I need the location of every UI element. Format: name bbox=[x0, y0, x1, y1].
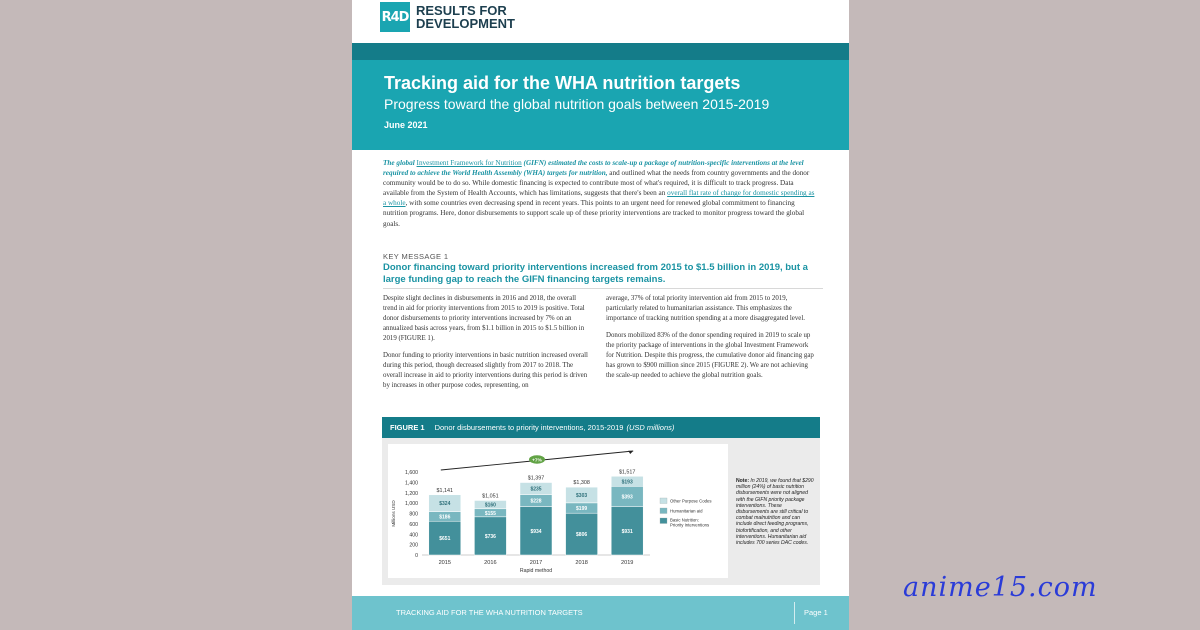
figure-area bbox=[382, 438, 820, 585]
stacked-bar-chart bbox=[388, 444, 728, 578]
y-tick-label: 1,400 bbox=[405, 480, 418, 487]
intro-paragraph bbox=[383, 158, 819, 229]
legend-swatch bbox=[660, 498, 667, 504]
legend-swatch bbox=[660, 518, 667, 524]
y-tick-label: 800 bbox=[409, 511, 418, 518]
legend-label: Other Purpose Codes bbox=[670, 498, 712, 504]
body-column-right bbox=[606, 294, 814, 388]
y-tick-label: 200 bbox=[409, 542, 418, 549]
bar-total-label: $1,051 bbox=[482, 493, 499, 500]
document-page bbox=[352, 0, 849, 630]
trend-arrowhead bbox=[628, 451, 633, 454]
legend-label: Humanitarian aid bbox=[670, 508, 703, 514]
key-message-title: Donor financing toward priority interventions increased from 2015 to $1.5 billion in 2019, but a large funding gap to reach the GIFN financing targets remains. bbox=[383, 262, 808, 285]
brand-line-2: DEVELOPMENT bbox=[416, 16, 515, 31]
x-tick-label: 2015 bbox=[438, 560, 452, 566]
figure-note bbox=[736, 478, 816, 546]
y-tick-label: 1,000 bbox=[405, 501, 418, 508]
gifn-link[interactable]: Investment Framework for Nutrition bbox=[416, 159, 522, 167]
y-tick-label: 600 bbox=[409, 521, 418, 528]
bar-value-label: $186 bbox=[439, 514, 451, 521]
bar-value-label: $193 bbox=[621, 479, 633, 486]
bar-value-label: $324 bbox=[439, 501, 451, 508]
trend-badge-label: +7% bbox=[532, 458, 542, 464]
title-banner bbox=[352, 60, 849, 150]
y-tick-label: 1,200 bbox=[405, 490, 418, 497]
body-paragraph: Donor funding to priority interventions in basic nutrition increased overall during this period, though decreased slightly from 2017 to 2018. The overall increase in aid to priority interventions during this period is driven by increases in other purpose codes, representing, on bbox=[383, 352, 588, 389]
note-label: Note: bbox=[736, 478, 750, 484]
domestic-spending-link[interactable]: overall flat rate of change for domestic spending as a whole bbox=[383, 189, 815, 208]
bar-value-label: $651 bbox=[439, 536, 451, 543]
x-tick-label: 2019 bbox=[620, 560, 634, 566]
bar-total-label: $1,141 bbox=[436, 487, 454, 494]
bar-total-label: $1,308 bbox=[573, 480, 590, 487]
legend-label: Priority Interventions bbox=[670, 522, 710, 528]
bar-value-label: $393 bbox=[621, 494, 633, 501]
y-tick-label: 400 bbox=[409, 532, 418, 539]
page-title: Tracking aid for the WHA nutrition targets bbox=[384, 73, 741, 93]
y-tick-label: 1,600 bbox=[405, 470, 418, 476]
bar-value-label: $228 bbox=[530, 498, 542, 505]
site-watermark: anime15.com bbox=[903, 572, 1098, 603]
footer-title: TRACKING AID FOR THE WHA NUTRITION TARGETS bbox=[396, 608, 583, 617]
body-paragraph: Despite slight declines in disbursements in 2016 and 2018, the overall trend in aid for priority interventions from 2015 to 2019 is positive. Total donor disbursements to priority interventions increased by 7% on an annualized basis across years, from $1.1 billion in 2015 to $1.5 billion in 2019 (FIGURE 1). bbox=[383, 295, 585, 342]
page-footer bbox=[352, 596, 849, 630]
key-message-label: KEY MESSAGE 1 bbox=[383, 252, 449, 261]
page-subtitle: Progress toward the global nutrition goals between 2015-2019 bbox=[384, 96, 770, 112]
bar-value-label: $235 bbox=[530, 486, 542, 493]
bar-value-label: $934 bbox=[530, 528, 542, 535]
brand-name bbox=[416, 4, 515, 30]
figure-number: FIGURE 1 bbox=[390, 423, 425, 432]
divider bbox=[383, 288, 823, 289]
figure-header bbox=[382, 417, 820, 438]
bar-value-label: $931 bbox=[621, 528, 633, 535]
x-axis-label: Rapid method bbox=[519, 568, 553, 574]
y-tick-label: 0 bbox=[415, 553, 418, 559]
header-stripe bbox=[352, 43, 849, 60]
legend-label: Basic Nutrition: bbox=[670, 517, 699, 523]
page-number: Page 1 bbox=[804, 608, 828, 617]
figure-caption: Donor disbursements to priority interventions, 2015-2019 bbox=[434, 423, 624, 432]
bar-value-label: $160 bbox=[484, 502, 496, 509]
brand-header[interactable] bbox=[380, 2, 515, 32]
body-column-left bbox=[383, 294, 591, 398]
intro-lead-prefix: The global bbox=[383, 159, 417, 167]
publication-date: June 2021 bbox=[384, 120, 428, 130]
key-message bbox=[383, 252, 823, 289]
intro-body-b: , with some countries even decreasing spend in recent years. This points to an urgent need for renewed global commitment to financing nutrition programs. Here, donor disbursements to support scale up of these priority interventions are tracked to monitor progress toward the global goals. bbox=[383, 199, 805, 228]
figure-unit: (USD millions) bbox=[626, 423, 675, 432]
brand-line-1: RESULTS FOR bbox=[416, 3, 507, 18]
footer-divider bbox=[794, 602, 795, 624]
body-paragraph: Donors mobilized 83% of the donor spending required in 2019 to scale up the priority package of interventions in the global Investment Framework for Nutrition. Despite this progress, the cumulative donor aid financing gap has grown to $900 million since 2015 (FIGURE 2). We are not achieving the scale-up needed to achieve the global nutrition goals. bbox=[606, 332, 814, 379]
bar-value-label: $199 bbox=[576, 506, 588, 513]
intro-lead-rest: (GIFN) estimated the costs to scale-up a package of nutrition-specific interventions at the level required to achieve the World Health Assembly (WHA) targets for nutrition, bbox=[383, 159, 804, 178]
bar-value-label: $806 bbox=[576, 532, 588, 539]
note-text: In 2019, we found that $290 million (24%) of basic nutrition disbursements were not aligned with the GIFN priority package interventions. These disbursements are still critical to combat malnutrition and can include direct feeding programs, biofortification, and other interventions. Humanitarian aid includes 700 series DAC codes. bbox=[736, 478, 814, 547]
body-paragraph: average, 37% of total priority intervention aid from 2015 to 2019, particularly related to humanitarian assistance. This emphasizes the importance of tracking nutrition spending at a more disaggregated level. bbox=[606, 295, 805, 322]
bar-value-label: $155 bbox=[484, 510, 496, 517]
legend-swatch bbox=[660, 508, 667, 514]
bar-total-label: $1,397 bbox=[527, 475, 545, 482]
r4d-logo: R4D bbox=[380, 2, 410, 32]
intro-body-a: and outlined what the needs from country governments and the donor community would be to do so. While domestic financing is expected to contribute most of what's required, it is difficult to track progress. Data available from the System of Health Accounts, which has limitations, suggests that there's been an bbox=[383, 169, 810, 198]
y-axis-label: Millions USD bbox=[391, 500, 396, 527]
bar-value-label: $303 bbox=[576, 493, 588, 500]
bar-total-label: $1,517 bbox=[618, 469, 636, 476]
chart-panel bbox=[388, 444, 728, 578]
x-tick-label: 2018 bbox=[575, 560, 588, 566]
x-tick-label: 2016 bbox=[484, 560, 497, 566]
bar-value-label: $736 bbox=[484, 533, 496, 540]
x-tick-label: 2017 bbox=[529, 560, 543, 566]
